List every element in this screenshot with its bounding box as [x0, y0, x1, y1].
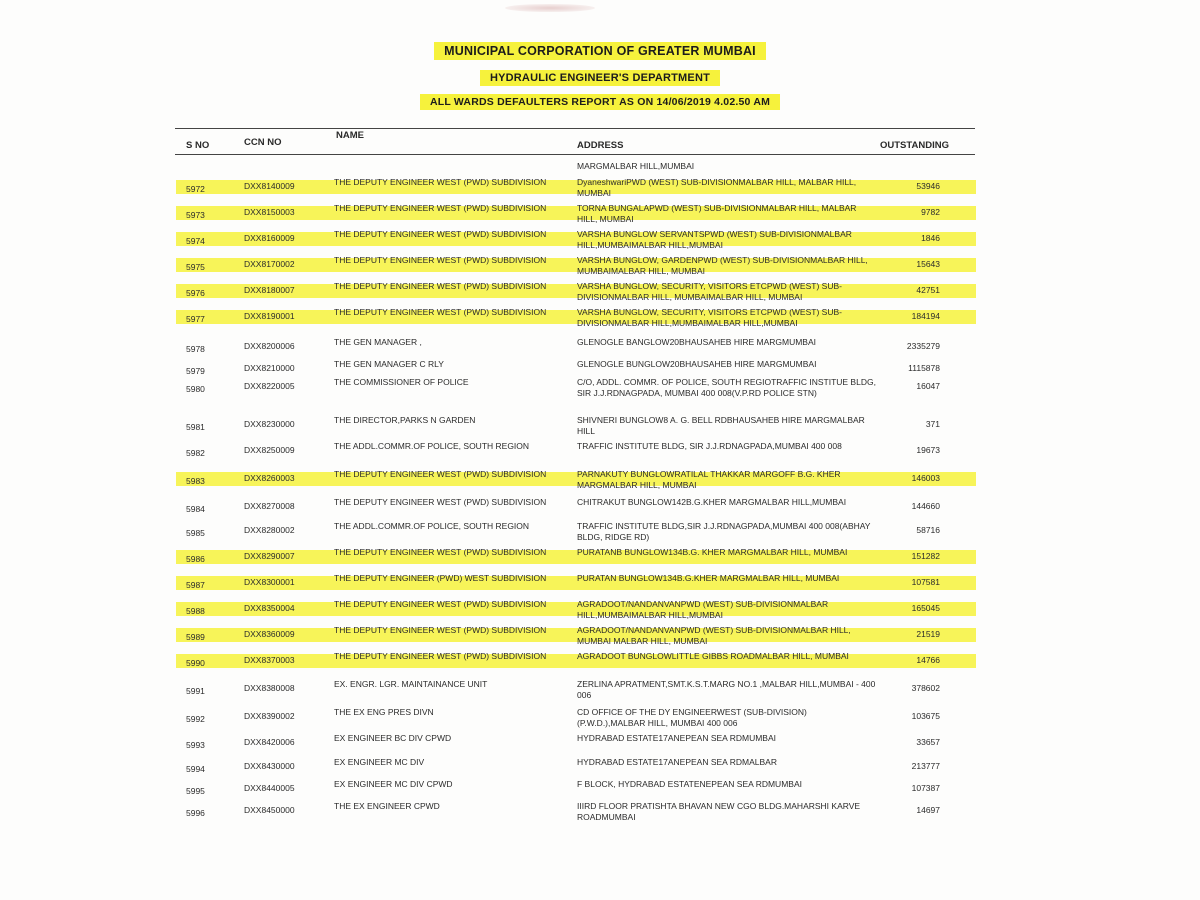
cell-name: THE DEPUTY ENGINEER WEST (PWD) SUBDIVISION — [334, 307, 547, 317]
cell-sno: 5986 — [186, 554, 205, 564]
cell-sno: 5984 — [186, 504, 205, 514]
cell-outstanding: 9782 — [921, 207, 940, 217]
cell-name: THE EX ENGINEER CPWD — [334, 801, 440, 811]
cell-sno: 5976 — [186, 288, 205, 298]
cell-outstanding: 144660 — [911, 501, 940, 511]
cell-ccn: DXX8290007 — [244, 551, 295, 561]
cell-name: THE DIRECTOR,PARKS N GARDEN — [334, 415, 476, 425]
cell-outstanding: 107581 — [911, 577, 940, 587]
cell-sno: 5989 — [186, 632, 205, 642]
cell-address: VARSHA BUNGLOW, SECURITY, VISITORS ETCPWD (WEST) SUB-DIVISIONMALBAR HILL, MUMBAIMALBAR HILL, MUMBAI — [577, 281, 842, 302]
cell-outstanding: 42751 — [916, 285, 940, 295]
cell-name: THE DEPUTY ENGINEER WEST (PWD) SUBDIVISION — [334, 281, 547, 291]
cell-outstanding: 16047 — [916, 381, 940, 391]
cell-outstanding: 151282 — [911, 551, 940, 561]
cell-outstanding: 15643 — [916, 259, 940, 269]
cell-name: THE ADDL.COMMR.OF POLICE, SOUTH REGION — [334, 441, 530, 451]
department-heading — [0, 72, 1200, 84]
table-header-rule — [175, 154, 975, 155]
cell-address: GLENOGLE BUNGLOW20BHAUSAHEB HIRE MARGMUMBAI — [577, 359, 817, 369]
cell-ccn: DXX8430000 — [244, 761, 295, 771]
cell-name: EX ENGINEER MC DIV — [334, 757, 425, 767]
cell-name: THE EX ENG PRES DIVN — [334, 707, 434, 717]
cell-address: HYDRABAD ESTATE17ANEPEAN SEA RDMUMBAI — [577, 733, 777, 743]
cell-outstanding: 146003 — [911, 473, 940, 483]
cell-name: THE GEN MANAGER C RLY — [334, 359, 444, 369]
cell-outstanding: 213777 — [911, 761, 940, 771]
cell-name: EX. ENGR. LGR. MAINTAINANCE UNIT — [334, 679, 488, 689]
cell-outstanding: 58716 — [916, 525, 940, 535]
cell-sno: 5983 — [186, 476, 205, 486]
cell-ccn: DXX8270008 — [244, 501, 295, 511]
department-heading-text: HYDRAULIC ENGINEER'S DEPARTMENT — [480, 70, 720, 86]
cell-ccn: DXX8390002 — [244, 711, 295, 721]
cell-sno: 5978 — [186, 344, 205, 354]
cell-outstanding: 2335279 — [906, 341, 940, 351]
cell-sno: 5982 — [186, 448, 205, 458]
cell-outstanding: 53946 — [916, 181, 940, 191]
cell-ccn: DXX8250009 — [244, 445, 295, 455]
report-heading-text: ALL WARDS DEFAULTERS REPORT AS ON 14/06/2019 4.02.50 AM — [420, 94, 780, 110]
cell-sno: 5979 — [186, 366, 205, 376]
cell-name: THE DEPUTY ENGINEER WEST (PWD) SUBDIVISION — [334, 651, 547, 661]
cell-sno: 5990 — [186, 658, 205, 668]
cell-ccn: DXX8170002 — [244, 259, 295, 269]
column-header-address: ADDRESS — [577, 140, 624, 151]
cell-ccn: DXX8450000 — [244, 805, 295, 815]
column-header-ccn: CCN NO — [244, 137, 282, 148]
cell-address: TORNA BUNGALAPWD (WEST) SUB-DIVISIONMALBAR HILL, MALBAR HILL, MUMBAI — [577, 203, 857, 224]
cell-ccn: DXX8200006 — [244, 341, 295, 351]
cell-outstanding: 21519 — [916, 629, 940, 639]
cell-sno: 5987 — [186, 580, 205, 590]
cell-name: THE COMMISSIONER OF POLICE — [334, 377, 469, 387]
column-header-sno: S NO — [186, 140, 210, 151]
cell-address: PURATANB BUNGLOW134B.G. KHER MARGMALBAR HILL, MUMBAI — [577, 547, 848, 557]
cell-address: AGRADOOT BUNGLOWLITTLE GIBBS ROADMALBAR HILL, MUMBAI — [577, 651, 849, 661]
cell-sno: 5975 — [186, 262, 205, 272]
cell-outstanding: 19673 — [916, 445, 940, 455]
cell-ccn: DXX8350004 — [244, 603, 295, 613]
document-title-text: MUNICIPAL CORPORATION OF GREATER MUMBAI — [434, 42, 766, 60]
table-top-rule — [175, 128, 975, 129]
cell-name: THE DEPUTY ENGINEER WEST (PWD) SUBDIVISION — [334, 497, 547, 507]
cell-address: TRAFFIC INSTITUTE BLDG, SIR J.J.RDNAGPADA,MUMBAI 400 008 — [577, 441, 842, 451]
cell-name: THE DEPUTY ENGINEER WEST (PWD) SUBDIVISION — [334, 547, 547, 557]
cell-ccn: DXX8300001 — [244, 577, 295, 587]
cell-sno: 5994 — [186, 764, 205, 774]
cell-sno: 5985 — [186, 528, 205, 538]
cell-sno: 5981 — [186, 422, 205, 432]
cell-outstanding: 378602 — [911, 683, 940, 693]
cell-sno: 5977 — [186, 314, 205, 324]
cell-address: TRAFFIC INSTITUTE BLDG,SIR J.J.RDNAGPADA,MUMBAI 400 008(ABHAY BLDG, RIDGE RD) — [577, 521, 871, 542]
cell-outstanding: 1846 — [921, 233, 940, 243]
cell-ccn: DXX8370003 — [244, 655, 295, 665]
cell-ccn: DXX8420006 — [244, 737, 295, 747]
cell-address: AGRADOOT/NANDANVANPWD (WEST) SUB-DIVISIONMALBAR HILL,MUMBAIMALBAR HILL,MUMBAI — [577, 599, 829, 620]
cell-address: F BLOCK, HYDRABAD ESTATENEPEAN SEA RDMUMBAI — [577, 779, 802, 789]
cell-outstanding: 107387 — [911, 783, 940, 793]
cell-outstanding: 103675 — [911, 711, 940, 721]
cell-outstanding: 1115878 — [908, 363, 940, 373]
cell-address: VARSHA BUNGLOW SERVANTSPWD (WEST) SUB-DIVISIONMALBAR HILL,MUMBAIMALBAR HILL,MUMBAI — [577, 229, 852, 250]
cell-sno: 5974 — [186, 236, 205, 246]
cell-sno: 5991 — [186, 686, 205, 696]
cell-ccn: DXX8190001 — [244, 311, 295, 321]
cell-ccn: DXX8260003 — [244, 473, 295, 483]
cell-name: EX ENGINEER MC DIV CPWD — [334, 779, 453, 789]
cell-outstanding: 184194 — [911, 311, 940, 321]
cell-ccn: DXX8230000 — [244, 419, 295, 429]
cell-sno: 5996 — [186, 808, 205, 818]
cell-sno: 5988 — [186, 606, 205, 616]
cell-name: THE DEPUTY ENGINEER WEST (PWD) SUBDIVISION — [334, 599, 547, 609]
cell-sno: 5973 — [186, 210, 205, 220]
cell-address: VARSHA BUNGLOW, SECURITY, VISITORS ETCPWD (WEST) SUB-DIVISIONMALBAR HILL,MUMBAIMALBAR HILL,MUMBAI — [577, 307, 842, 328]
cell-ccn: DXX8360009 — [244, 629, 295, 639]
cell-outstanding: 371 — [925, 419, 940, 429]
cell-address: IIIRD FLOOR PRATISHTA BHAVAN NEW CGO BLDG.MAHARSHI KARVE ROADMUMBAI — [577, 801, 861, 822]
document-title — [0, 44, 1200, 58]
cell-name: THE DEPUTY ENGINEER (PWD) WEST SUBDIVISION — [334, 573, 547, 583]
cell-sno: 5992 — [186, 714, 205, 724]
column-header-outstanding: OUTSTANDING — [880, 140, 949, 151]
carryover-address: MARGMALBAR HILL,MUMBAI — [577, 161, 695, 171]
cell-address: ZERLINA APRATMENT,SMT.K.S.T.MARG NO.1 ,MALBAR HILL,MUMBAI - 400 006 — [577, 679, 876, 700]
cell-sno: 5972 — [186, 184, 205, 194]
cell-outstanding: 14766 — [916, 655, 940, 665]
cell-name: THE DEPUTY ENGINEER WEST (PWD) SUBDIVISION — [334, 203, 547, 213]
cell-address: SHIVNERI BUNGLOW8 A. G. BELL RDBHAUSAHEB HIRE MARGMALBAR HILL — [577, 415, 865, 436]
cell-ccn: DXX8140009 — [244, 181, 295, 191]
cell-ccn: DXX8280002 — [244, 525, 295, 535]
cell-name: EX ENGINEER BC DIV CPWD — [334, 733, 452, 743]
cell-name: THE ADDL.COMMR.OF POLICE, SOUTH REGION — [334, 521, 530, 531]
cell-name: THE GEN MANAGER , — [334, 337, 422, 347]
cell-address: GLENOGLE BANGLOW20BHAUSAHEB HIRE MARGMUMBAI — [577, 337, 816, 347]
cell-name: THE DEPUTY ENGINEER WEST (PWD) SUBDIVISION — [334, 469, 547, 479]
cell-outstanding: 165045 — [911, 603, 940, 613]
cell-ccn: DXX8210000 — [244, 363, 295, 373]
cell-ccn: DXX8180007 — [244, 285, 295, 295]
report-heading — [0, 96, 1200, 108]
cell-sno: 5993 — [186, 740, 205, 750]
cell-name: THE DEPUTY ENGINEER WEST (PWD) SUBDIVISION — [334, 229, 547, 239]
ink-smudge — [505, 4, 595, 12]
cell-address: CHITRAKUT BUNGLOW142B.G.KHER MARGMALBAR HILL,MUMBAI — [577, 497, 847, 507]
cell-address: PARNAKUTY BUNGLOWRATILAL THAKKAR MARGOFF B.G. KHER MARGMALBAR HILL, MUMBAI — [577, 469, 841, 490]
cell-address: AGRADOOT/NANDANVANPWD (WEST) SUB-DIVISIONMALBAR HILL, MUMBAI MALBAR HILL, MUMBAI — [577, 625, 851, 646]
cell-ccn: DXX8160009 — [244, 233, 295, 243]
cell-ccn: DXX8380008 — [244, 683, 295, 693]
cell-address: VARSHA BUNGLOW, GARDENPWD (WEST) SUB-DIVISIONMALBAR HILL, MUMBAIMALBAR HILL, MUMBAI — [577, 255, 868, 276]
cell-outstanding: 14697 — [916, 805, 940, 815]
cell-name: THE DEPUTY ENGINEER WEST (PWD) SUBDIVISION — [334, 625, 547, 635]
cell-ccn: DXX8150003 — [244, 207, 295, 217]
cell-address: DyaneshwariPWD (WEST) SUB-DIVISIONMALBAR HILL, MALBAR HILL, MUMBAI — [577, 177, 857, 198]
cell-sno: 5980 — [186, 384, 205, 394]
column-header-name: NAME — [336, 130, 364, 141]
cell-outstanding: 33657 — [916, 737, 940, 747]
cell-name: THE DEPUTY ENGINEER WEST (PWD) SUBDIVISION — [334, 255, 547, 265]
cell-name: THE DEPUTY ENGINEER WEST (PWD) SUBDIVISION — [334, 177, 547, 187]
cell-address: C/O, ADDL. COMMR. OF POLICE, SOUTH REGIOTRAFFIC INSTITUE BLDG, SIR J.J.RDNAGPADA, MUMBAI 400 008(V.P.RD POLICE STN) — [577, 377, 876, 398]
cell-ccn: DXX8220005 — [244, 381, 295, 391]
cell-address: HYDRABAD ESTATE17ANEPEAN SEA RDMALBAR — [577, 757, 777, 767]
cell-ccn: DXX8440005 — [244, 783, 295, 793]
cell-sno: 5995 — [186, 786, 205, 796]
cell-address: CD OFFICE OF THE DY ENGINEERWEST (SUB-DIVISION) (P.W.D.),MALBAR HILL, MUMBAI 400 006 — [577, 707, 807, 728]
cell-address: PURATAN BUNGLOW134B.G.KHER MARGMALBAR HILL, MUMBAI — [577, 573, 840, 583]
